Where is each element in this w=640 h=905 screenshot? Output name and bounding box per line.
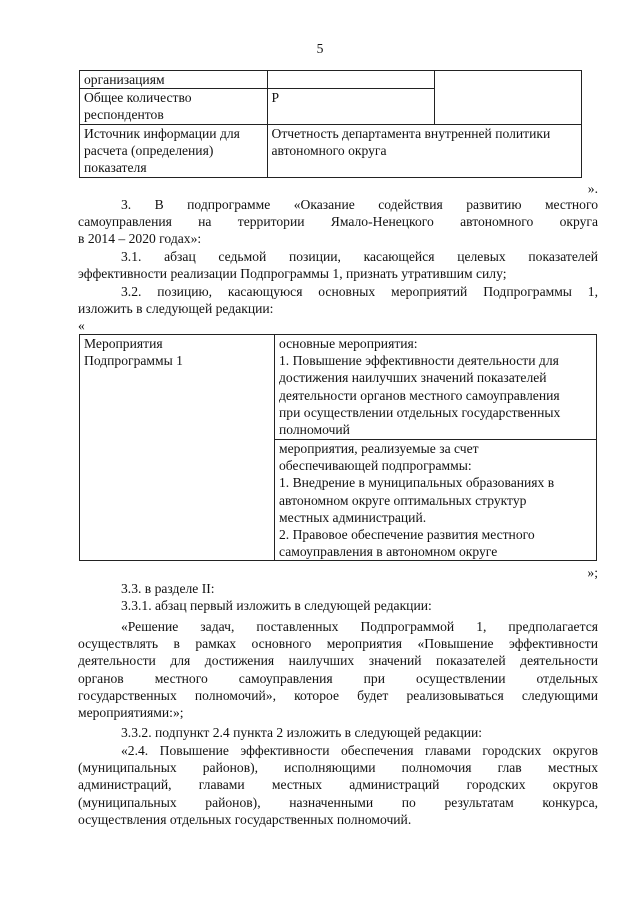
table-row-label: организациям (80, 71, 268, 89)
closing-quote: »; (587, 565, 598, 580)
activities-label-cell: Мероприятия Подпрограммы 1 (80, 335, 275, 561)
main-activities-cell: основные мероприятия: 1. Повышение эффективности деятельности для достижения наилучших значений показателей деятельности органов местного самоуправления при осуществлении отдельных государственных полномочий (275, 335, 597, 440)
paragraph-3-2: 3.2. позицию, касающуюся основных мероприятий Подпрограммы 1, изложить в следующей редакции: « (78, 284, 598, 334)
quote-paragraph-2: «2.4. Повышение эффективности обеспечения главами городских округов (муниципальных районов), исполняющими полномочия глав местных администраций, главами местных администраций городских округов (муниципальных районов), назначенными по результатам конкурса, осуществления отдельных государственных полномочий. (78, 743, 598, 827)
page-number: 5 (316, 41, 324, 56)
paragraph-3: 3. В подпрограмме «Оказание содействия развитию местного самоуправления на территории Ямало-Ненецкого автономного округа в 2014 – 2020 годах»: (78, 197, 598, 247)
table-row-value: Р (267, 89, 434, 124)
table-empty-cell (434, 71, 581, 125)
quote-paragraph-1: «Решение задач, поставленных Подпрограммой 1, предполагается осуществлять в рамках основного мероприятия «Повышение эффективности деятельности для достижения наилучших значений показателей деятельности органов местного самоуправления при осуществлении отдельных государственных полномочий», которое будет реализовываться следующими мероприятиями:»; (78, 619, 598, 721)
paragraph-3-3-1: 3.3.1. абзац первый изложить в следующей редакции: (121, 598, 432, 614)
table-row-value (267, 71, 434, 89)
table-row-value: Отчетность департамента внутренней политики автономного округа (267, 124, 582, 177)
paragraph-3-3-2: 3.3.2. подпункт 2.4 пункта 2 изложить в следующей редакции: (121, 725, 483, 740)
opening-quote: « (78, 318, 85, 334)
closing-quote: ». (587, 181, 598, 196)
table-row-label: Источник информации для расчета (определения) показателя (80, 124, 268, 177)
indicator-table-tail (79, 70, 582, 178)
paragraph-3-3: 3.3. в разделе II: (121, 581, 215, 596)
activities-table (79, 334, 597, 561)
paragraph-3-1: 3.1. абзац седьмой позиции, касающейся целевых показателей эффективности реализации Подпрограммы 1, признать утратившим силу; (78, 249, 598, 282)
support-activities-cell: мероприятия, реализуемые за счет обеспечивающей подпрограммы: 1. Внедрение в муниципальных образованиях в автономном округе оптимальных структур местных администраций. 2. Правовое обеспечение развития местного самоуправления в автономном округе (275, 440, 597, 561)
table-row-label: Общее количество респондентов (80, 89, 268, 124)
